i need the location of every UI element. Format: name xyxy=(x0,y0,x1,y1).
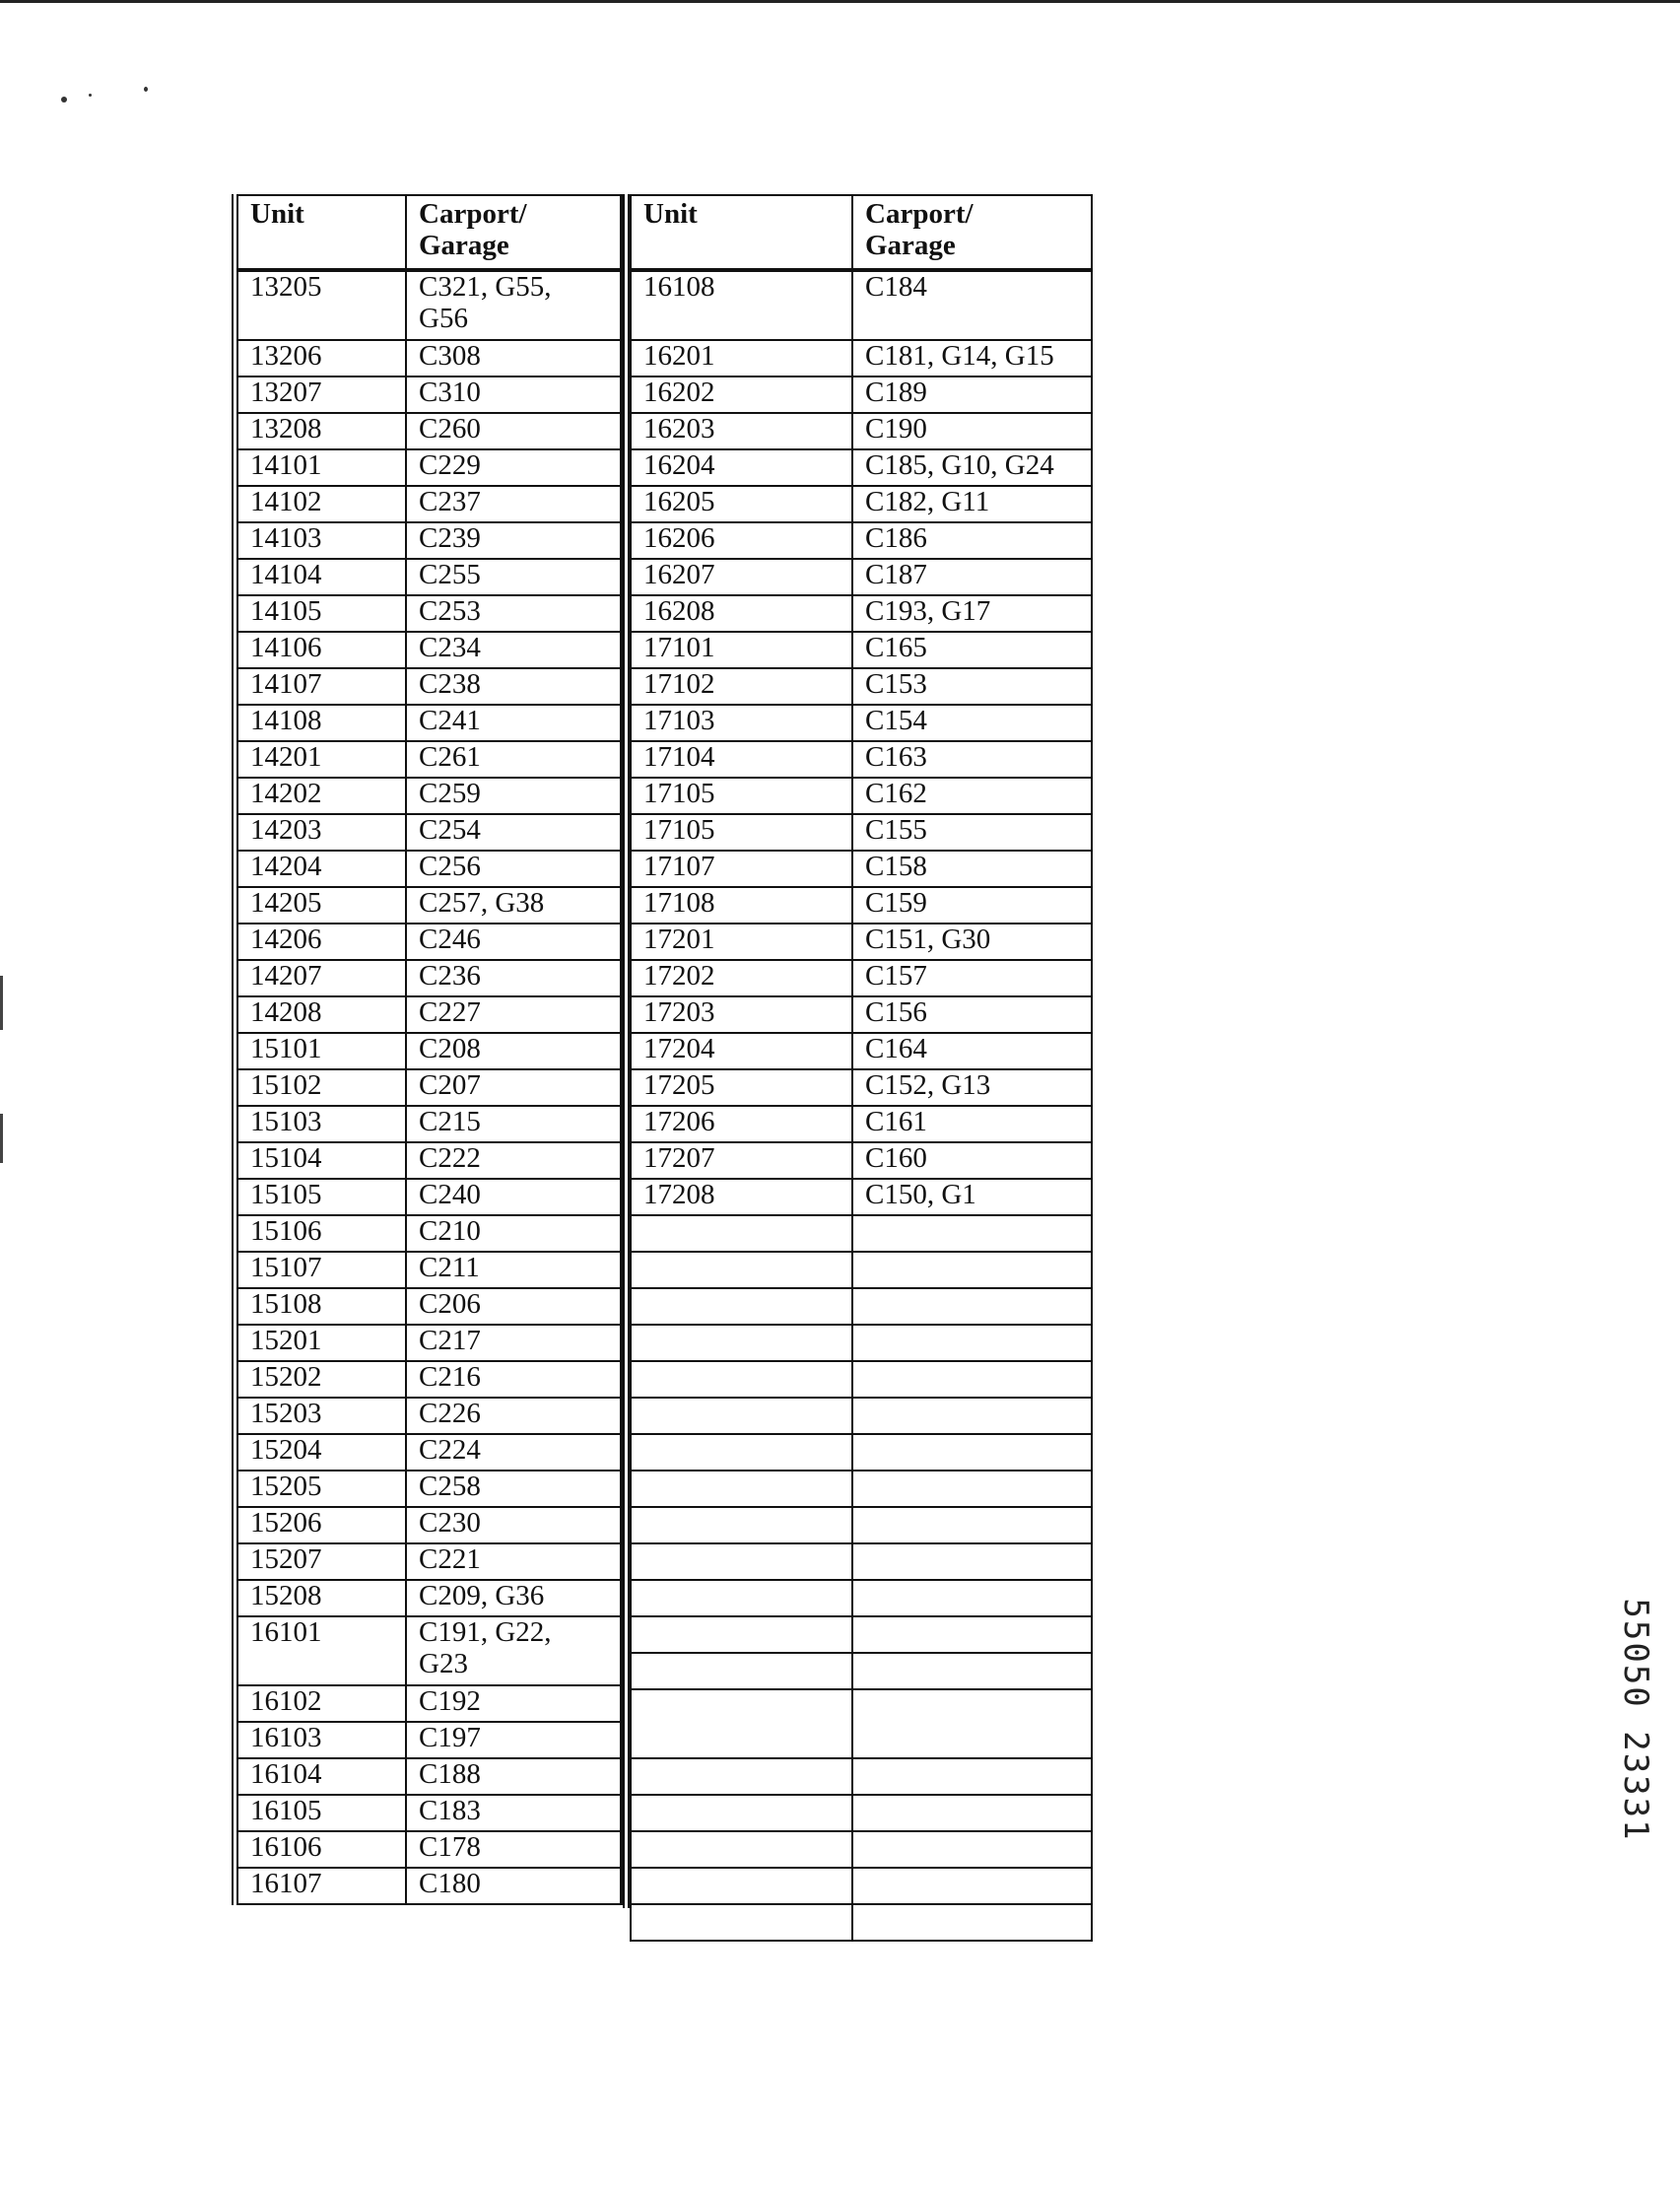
carport-cell: C192 xyxy=(406,1685,622,1722)
unit-cell: 15105 xyxy=(235,1179,407,1215)
empty-cell xyxy=(852,1653,1092,1689)
empty-cell xyxy=(631,1616,852,1653)
table-row xyxy=(235,1507,622,1543)
unit-cell: 14207 xyxy=(235,960,407,996)
unit-cell: 14205 xyxy=(235,887,407,924)
unit-cell: 15201 xyxy=(235,1325,407,1361)
table-row xyxy=(235,340,622,376)
unit-cell: 17207 xyxy=(631,1142,852,1179)
empty-table-row xyxy=(631,1252,1092,1288)
carport-cell: C165 xyxy=(852,632,1092,668)
unit-cell: 17201 xyxy=(631,924,852,960)
unit-cell: 16208 xyxy=(631,595,852,632)
unit-cell: 17204 xyxy=(631,1033,852,1069)
table-row xyxy=(235,1543,622,1580)
empty-cell xyxy=(852,1215,1092,1252)
left-assignment-table xyxy=(232,194,623,1905)
carport-cell: C259 xyxy=(406,778,622,814)
carport-cell: C209, G36 xyxy=(406,1580,622,1616)
carport-cell: C159 xyxy=(852,887,1092,924)
empty-table-row xyxy=(631,1616,1092,1653)
unit-cell: 15103 xyxy=(235,1106,407,1142)
carport-cell: C254 xyxy=(406,814,622,851)
empty-cell xyxy=(852,1580,1092,1616)
unit-cell: 15107 xyxy=(235,1252,407,1288)
unit-cell: 13207 xyxy=(235,376,407,413)
right-table-body xyxy=(631,270,1092,1941)
empty-table-row xyxy=(631,1868,1092,1904)
carport-cell: C237 xyxy=(406,486,622,522)
carport-cell: C188 xyxy=(406,1758,622,1795)
empty-cell xyxy=(631,1653,852,1689)
carport-cell: C186 xyxy=(852,522,1092,559)
carport-cell: C321, G55, G56 xyxy=(406,270,622,340)
empty-cell xyxy=(852,1795,1092,1831)
table-row xyxy=(631,522,1092,559)
table-row xyxy=(235,1722,622,1758)
empty-cell xyxy=(852,1831,1092,1868)
carport-cell: C189 xyxy=(852,376,1092,413)
empty-table-row xyxy=(631,1215,1092,1252)
carport-cell: C163 xyxy=(852,741,1092,778)
table-row xyxy=(235,1831,622,1868)
carport-cell: C229 xyxy=(406,449,622,486)
empty-cell xyxy=(852,1689,1092,1758)
unit-column-header: Unit xyxy=(631,195,852,270)
carport-column-header: Carport/ Garage xyxy=(406,195,622,270)
table-row xyxy=(235,1758,622,1795)
carport-cell: C210 xyxy=(406,1215,622,1252)
carport-cell: C160 xyxy=(852,1142,1092,1179)
empty-cell xyxy=(631,1543,852,1580)
empty-table-row xyxy=(631,1580,1092,1616)
unit-cell: 16102 xyxy=(235,1685,407,1722)
carport-cell: C241 xyxy=(406,705,622,741)
empty-table-row xyxy=(631,1543,1092,1580)
empty-table-row xyxy=(631,1471,1092,1507)
empty-cell xyxy=(852,1288,1092,1325)
header-row xyxy=(631,195,1092,270)
carport-cell: C226 xyxy=(406,1398,622,1434)
unit-cell: 16105 xyxy=(235,1795,407,1831)
unit-cell: 14103 xyxy=(235,522,407,559)
table-row xyxy=(631,814,1092,851)
empty-cell xyxy=(631,1215,852,1252)
carport-cell: C184 xyxy=(852,270,1092,340)
table-row xyxy=(235,1325,622,1361)
table-column-divider xyxy=(623,194,630,1908)
unit-cell: 14102 xyxy=(235,486,407,522)
empty-cell xyxy=(631,1252,852,1288)
unit-column-header: Unit xyxy=(235,195,407,270)
unit-cell: 16107 xyxy=(235,1868,407,1904)
table-row xyxy=(235,595,622,632)
table-row xyxy=(235,814,622,851)
carport-cell: C207 xyxy=(406,1069,622,1106)
carport-cell: C158 xyxy=(852,851,1092,887)
table-row xyxy=(631,887,1092,924)
table-row xyxy=(235,741,622,778)
unit-cell: 15207 xyxy=(235,1543,407,1580)
unit-cell: 17108 xyxy=(631,887,852,924)
unit-cell: 15106 xyxy=(235,1215,407,1252)
unit-cell: 13208 xyxy=(235,413,407,449)
carport-cell: C238 xyxy=(406,668,622,705)
table-row xyxy=(235,270,622,340)
unit-cell: 17208 xyxy=(631,1179,852,1215)
unit-cell: 17206 xyxy=(631,1106,852,1142)
scan-edge-mark xyxy=(0,1114,3,1163)
table-row xyxy=(631,376,1092,413)
carport-cell: C190 xyxy=(852,413,1092,449)
empty-cell xyxy=(631,1288,852,1325)
empty-cell xyxy=(852,1325,1092,1361)
table-row xyxy=(235,960,622,996)
table-row xyxy=(235,1361,622,1398)
unit-cell: 16101 xyxy=(235,1616,407,1685)
unit-cell: 14208 xyxy=(235,996,407,1033)
carport-cell: C193, G17 xyxy=(852,595,1092,632)
empty-cell xyxy=(631,1795,852,1831)
table-row xyxy=(631,595,1092,632)
unit-cell: 17101 xyxy=(631,632,852,668)
table-row xyxy=(631,486,1092,522)
carport-cell: C181, G14, G15 xyxy=(852,340,1092,376)
carport-cell: C187 xyxy=(852,559,1092,595)
unit-cell: 15102 xyxy=(235,1069,407,1106)
unit-cell: 16204 xyxy=(631,449,852,486)
left-table-body xyxy=(235,270,622,1904)
unit-cell: 16205 xyxy=(631,486,852,522)
carport-cell: C222 xyxy=(406,1142,622,1179)
carport-cell: C154 xyxy=(852,705,1092,741)
unit-cell: 14101 xyxy=(235,449,407,486)
parking-assignment-table xyxy=(232,194,1093,1942)
table-row xyxy=(235,1215,622,1252)
table-row xyxy=(235,376,622,413)
unit-cell: 15104 xyxy=(235,1142,407,1179)
carport-cell: C217 xyxy=(406,1325,622,1361)
table-row xyxy=(235,887,622,924)
unit-cell: 17105 xyxy=(631,778,852,814)
table-row xyxy=(235,559,622,595)
table-row xyxy=(631,632,1092,668)
unit-cell: 15108 xyxy=(235,1288,407,1325)
empty-table-row xyxy=(631,1653,1092,1689)
carport-cell: C185, G10, G24 xyxy=(852,449,1092,486)
carport-cell: C260 xyxy=(406,413,622,449)
table-row xyxy=(235,1471,622,1507)
unit-cell: 14108 xyxy=(235,705,407,741)
table-row xyxy=(235,705,622,741)
carport-cell: C246 xyxy=(406,924,622,960)
table-row xyxy=(631,1106,1092,1142)
table-row xyxy=(235,1288,622,1325)
empty-cell xyxy=(852,1434,1092,1471)
carport-cell: C261 xyxy=(406,741,622,778)
empty-table-row xyxy=(631,1689,1092,1758)
unit-cell: 16103 xyxy=(235,1722,407,1758)
carport-cell: C206 xyxy=(406,1288,622,1325)
carport-cell: C150, G1 xyxy=(852,1179,1092,1215)
table-row xyxy=(235,924,622,960)
empty-cell xyxy=(852,1543,1092,1580)
empty-cell xyxy=(631,1434,852,1471)
empty-table-row xyxy=(631,1288,1092,1325)
carport-cell: C236 xyxy=(406,960,622,996)
unit-cell: 17205 xyxy=(631,1069,852,1106)
empty-cell xyxy=(631,1831,852,1868)
carport-cell: C161 xyxy=(852,1106,1092,1142)
empty-cell xyxy=(631,1398,852,1434)
table-row xyxy=(235,1033,622,1069)
unit-cell: 15203 xyxy=(235,1398,407,1434)
carport-cell: C216 xyxy=(406,1361,622,1398)
unit-cell: 14201 xyxy=(235,741,407,778)
empty-table-row xyxy=(631,1831,1092,1868)
carport-cell: C255 xyxy=(406,559,622,595)
carport-cell: C211 xyxy=(406,1252,622,1288)
table-row xyxy=(631,1142,1092,1179)
empty-table-row xyxy=(631,1434,1092,1471)
unit-cell: 14107 xyxy=(235,668,407,705)
carport-cell: C152, G13 xyxy=(852,1069,1092,1106)
carport-cell: C227 xyxy=(406,996,622,1033)
unit-cell: 16106 xyxy=(235,1831,407,1868)
table-row xyxy=(235,1106,622,1142)
document-number-stamp xyxy=(1616,1587,1655,1853)
carport-cell: C240 xyxy=(406,1179,622,1215)
carport-cell: C180 xyxy=(406,1868,622,1904)
table-row xyxy=(235,1252,622,1288)
empty-cell xyxy=(631,1758,852,1795)
table-row xyxy=(631,559,1092,595)
unit-cell: 14104 xyxy=(235,559,407,595)
scan-edge-mark xyxy=(0,976,3,1030)
empty-table-row xyxy=(631,1361,1092,1398)
table-row xyxy=(631,340,1092,376)
unit-cell: 16108 xyxy=(631,270,852,340)
carport-cell: C197 xyxy=(406,1722,622,1758)
table-row xyxy=(235,1868,622,1904)
unit-cell: 15205 xyxy=(235,1471,407,1507)
table-row xyxy=(235,1685,622,1722)
empty-table-row xyxy=(631,1904,1092,1941)
carport-cell: C230 xyxy=(406,1507,622,1543)
unit-cell: 16202 xyxy=(631,376,852,413)
table-row xyxy=(235,632,622,668)
carport-cell: C151, G30 xyxy=(852,924,1092,960)
carport-cell: C215 xyxy=(406,1106,622,1142)
unit-cell: 16201 xyxy=(631,340,852,376)
table-row xyxy=(235,1179,622,1215)
carport-cell: C157 xyxy=(852,960,1092,996)
scan-speck xyxy=(89,94,92,97)
unit-cell: 15202 xyxy=(235,1361,407,1398)
unit-cell: 17202 xyxy=(631,960,852,996)
carport-column-header: Carport/ Garage xyxy=(852,195,1092,270)
unit-cell: 13206 xyxy=(235,340,407,376)
table-row xyxy=(235,449,622,486)
unit-cell: 14206 xyxy=(235,924,407,960)
unit-cell: 16203 xyxy=(631,413,852,449)
top-edge-rule xyxy=(0,0,1680,3)
empty-cell xyxy=(631,1689,852,1758)
table-row xyxy=(235,1795,622,1831)
table-row xyxy=(235,668,622,705)
empty-cell xyxy=(852,1252,1092,1288)
empty-table-row xyxy=(631,1507,1092,1543)
unit-cell: 15101 xyxy=(235,1033,407,1069)
table-row xyxy=(631,960,1092,996)
scan-speck xyxy=(61,97,67,103)
empty-table-row xyxy=(631,1758,1092,1795)
unit-cell: 17103 xyxy=(631,705,852,741)
unit-cell: 14105 xyxy=(235,595,407,632)
carport-cell: C156 xyxy=(852,996,1092,1033)
empty-cell xyxy=(631,1361,852,1398)
document-number: 55050 23331 xyxy=(1616,1598,1655,1842)
table-row xyxy=(235,996,622,1033)
right-assignment-table xyxy=(630,194,1093,1942)
header-row xyxy=(235,195,622,270)
table-row xyxy=(235,1142,622,1179)
table-row xyxy=(631,1033,1092,1069)
carport-cell: C258 xyxy=(406,1471,622,1507)
carport-cell: C208 xyxy=(406,1033,622,1069)
table-row xyxy=(235,778,622,814)
table-row xyxy=(631,705,1092,741)
carport-cell: C153 xyxy=(852,668,1092,705)
empty-cell xyxy=(852,1361,1092,1398)
carport-cell: C178 xyxy=(406,1831,622,1868)
empty-cell xyxy=(631,1325,852,1361)
empty-cell xyxy=(631,1868,852,1904)
empty-cell xyxy=(631,1904,852,1941)
unit-cell: 15208 xyxy=(235,1580,407,1616)
carport-cell: C234 xyxy=(406,632,622,668)
table-row xyxy=(631,851,1092,887)
table-row xyxy=(235,851,622,887)
carport-cell: C182, G11 xyxy=(852,486,1092,522)
empty-cell xyxy=(852,1868,1092,1904)
table-row xyxy=(235,522,622,559)
unit-cell: 14202 xyxy=(235,778,407,814)
carport-cell: C310 xyxy=(406,376,622,413)
scan-speck xyxy=(144,87,148,92)
table-row xyxy=(235,1434,622,1471)
table-row xyxy=(631,741,1092,778)
unit-cell: 14204 xyxy=(235,851,407,887)
empty-cell xyxy=(852,1507,1092,1543)
unit-cell: 14106 xyxy=(235,632,407,668)
empty-table-row xyxy=(631,1398,1092,1434)
carport-cell: C308 xyxy=(406,340,622,376)
table-row xyxy=(631,778,1092,814)
table-row xyxy=(631,449,1092,486)
carport-cell: C257, G38 xyxy=(406,887,622,924)
table-row xyxy=(235,413,622,449)
carport-cell: C221 xyxy=(406,1543,622,1580)
unit-cell: 15204 xyxy=(235,1434,407,1471)
unit-cell: 17107 xyxy=(631,851,852,887)
empty-cell xyxy=(852,1471,1092,1507)
table-row xyxy=(235,1616,622,1685)
empty-cell xyxy=(852,1904,1092,1941)
empty-table-row xyxy=(631,1325,1092,1361)
carport-cell: C191, G22, G23 xyxy=(406,1616,622,1685)
unit-cell: 17105 xyxy=(631,814,852,851)
unit-cell: 17102 xyxy=(631,668,852,705)
unit-cell: 16206 xyxy=(631,522,852,559)
unit-cell: 13205 xyxy=(235,270,407,340)
table-row xyxy=(631,413,1092,449)
unit-cell: 16207 xyxy=(631,559,852,595)
empty-cell xyxy=(631,1471,852,1507)
carport-cell: C253 xyxy=(406,595,622,632)
empty-cell xyxy=(631,1507,852,1543)
table-row xyxy=(631,1179,1092,1215)
carport-cell: C256 xyxy=(406,851,622,887)
table-row xyxy=(235,1398,622,1434)
carport-cell: C239 xyxy=(406,522,622,559)
empty-table-row xyxy=(631,1795,1092,1831)
table-row xyxy=(631,270,1092,340)
table-row xyxy=(631,668,1092,705)
unit-cell: 17203 xyxy=(631,996,852,1033)
carport-cell: C155 xyxy=(852,814,1092,851)
empty-cell xyxy=(852,1758,1092,1795)
empty-cell xyxy=(631,1580,852,1616)
unit-cell: 15206 xyxy=(235,1507,407,1543)
unit-cell: 16104 xyxy=(235,1758,407,1795)
empty-cell xyxy=(852,1616,1092,1653)
carport-cell: C183 xyxy=(406,1795,622,1831)
table-row xyxy=(235,1580,622,1616)
empty-cell xyxy=(852,1398,1092,1434)
table-row xyxy=(235,486,622,522)
carport-cell: C224 xyxy=(406,1434,622,1471)
table-row xyxy=(631,924,1092,960)
unit-cell: 14203 xyxy=(235,814,407,851)
carport-cell: C162 xyxy=(852,778,1092,814)
table-row xyxy=(235,1069,622,1106)
table-row xyxy=(631,1069,1092,1106)
table-row xyxy=(631,996,1092,1033)
carport-cell: C164 xyxy=(852,1033,1092,1069)
unit-cell: 17104 xyxy=(631,741,852,778)
